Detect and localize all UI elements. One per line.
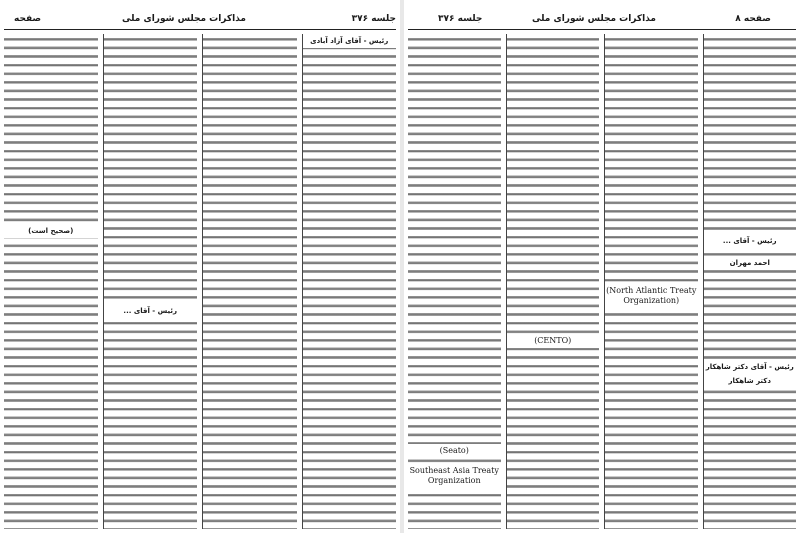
cento-abbr: (CENTO) bbox=[507, 334, 600, 348]
seato-name: Southeast Asia Treaty Organization bbox=[408, 464, 501, 488]
speaker-heading: رئیس - آقای دکتر شاهکار bbox=[704, 360, 797, 374]
header-rule bbox=[408, 29, 796, 30]
page-header bbox=[408, 14, 796, 28]
text-column bbox=[408, 34, 501, 529]
seato-abbr: (Seato) bbox=[408, 444, 501, 458]
page-number: صفحه bbox=[14, 14, 42, 24]
header-rule bbox=[4, 29, 396, 30]
text-column bbox=[604, 34, 698, 529]
session-number: جلسه ۳۷۶ bbox=[438, 14, 483, 24]
remark: (صحیح است) bbox=[4, 224, 98, 238]
speaker-heading: احمد مهران bbox=[704, 256, 797, 270]
text-column bbox=[4, 34, 98, 529]
text-column bbox=[202, 34, 297, 529]
text-column bbox=[506, 34, 600, 529]
speaker-heading: رئیس - آقای ... bbox=[104, 304, 198, 318]
session-number: جلسه ۳۷۶ bbox=[351, 14, 396, 24]
header-title: مذاکرات مجلس شورای ملی bbox=[121, 14, 246, 24]
text-column bbox=[302, 34, 397, 529]
header-title: مذاکرات مجلس شورای ملی bbox=[531, 14, 656, 24]
nato-name: (North Atlantic Treaty Organization) bbox=[605, 284, 698, 308]
page-number: صفحه ۸ bbox=[735, 14, 771, 24]
speaker-heading: رئیس - آقای ... bbox=[704, 234, 797, 248]
speaker-name: دکتر شاهکار bbox=[704, 374, 797, 388]
page-header bbox=[4, 14, 396, 28]
text-column bbox=[703, 34, 797, 529]
text-column bbox=[103, 34, 198, 529]
right-page bbox=[404, 0, 800, 533]
speaker-heading: رئیس - آقای آزاد آبادی bbox=[303, 34, 397, 48]
